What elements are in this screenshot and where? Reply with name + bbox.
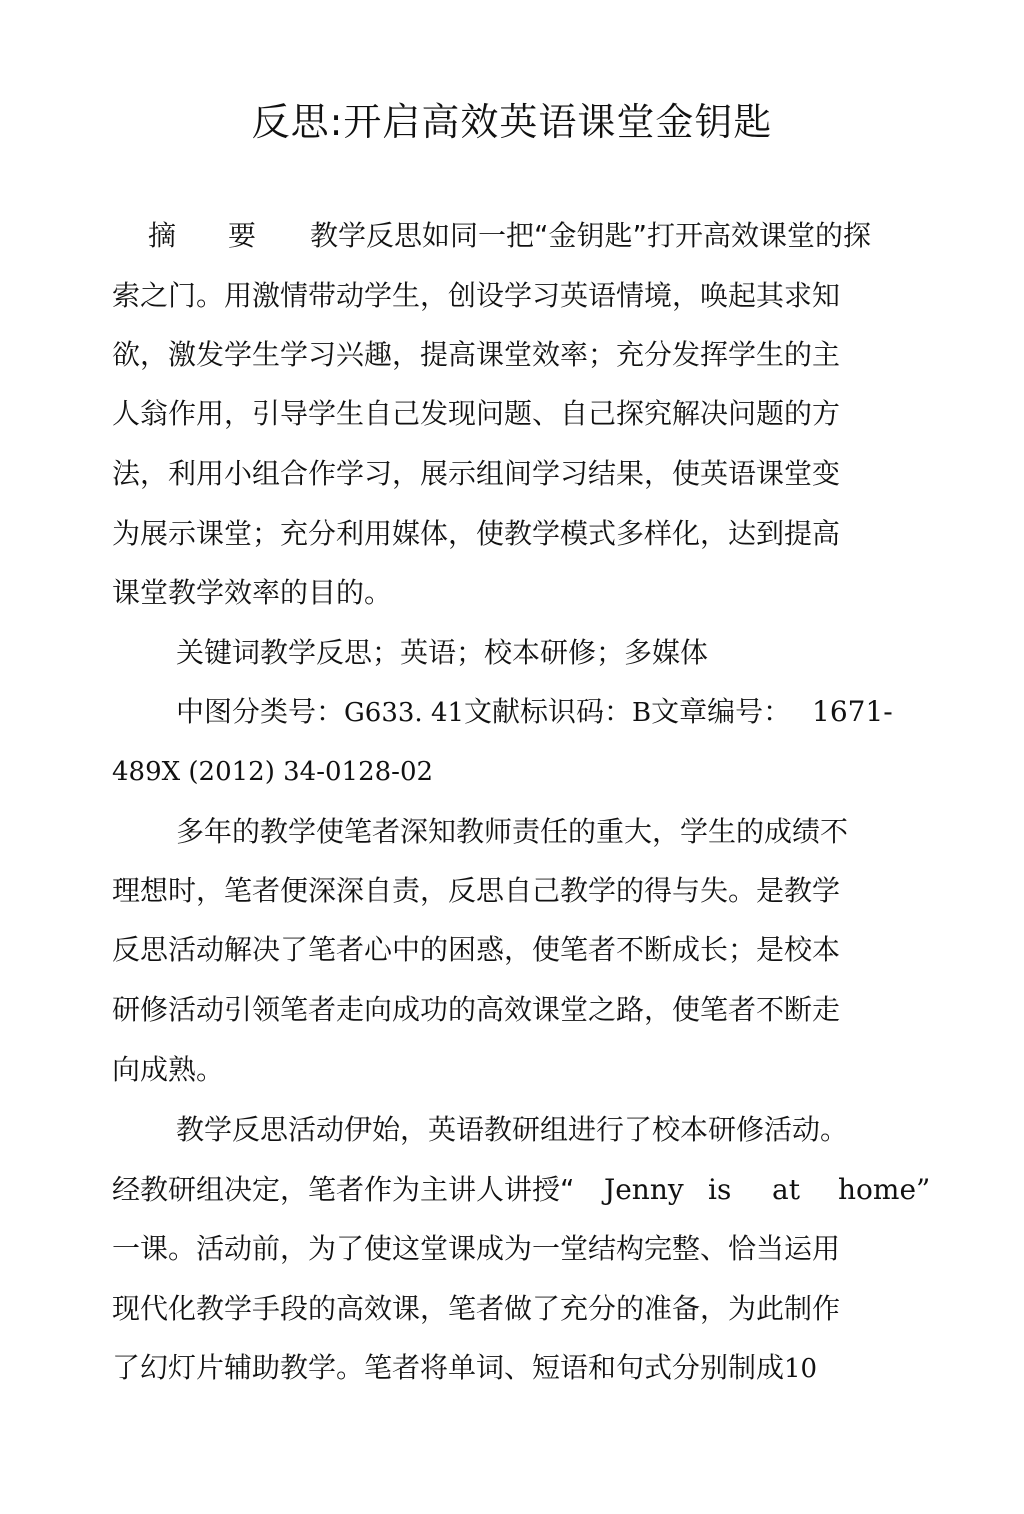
- abstract-line: 欲，激发学生学习兴趣，提高课堂效率；充分发挥学生的主: [112, 338, 841, 371]
- abstract-label-1: 摘: [148, 219, 177, 252]
- clc-label: 中图分类号：: [176, 695, 345, 728]
- paragraph-2-text: 了幻灯片辅助教学。笔者将单词、短语和句式分别制成: [112, 1351, 785, 1384]
- paragraph-1-line: 多年的教学使笔者深知教师责任的重大，学生的成绩不: [176, 815, 849, 848]
- clc-value: G633. 41: [344, 698, 465, 728]
- document-title: 反思:开启高效英语课堂金钥匙: [251, 100, 773, 144]
- paragraph-1-line: 反思活动解决了笔者心中的困惑，使笔者不断成长；是校本: [112, 933, 841, 966]
- doc-code-label: 文献标识码：: [464, 695, 633, 728]
- abstract-line: 课堂教学效率的目的。: [112, 576, 393, 609]
- abstract-line: 教学反思如同一把“金钥匙”打开高效课堂的探: [310, 219, 872, 252]
- article-no-value-2: 489X (2012) 34-0128-02: [112, 757, 434, 787]
- paragraph-2-line: [112, 1348, 817, 1389]
- article-no-label: 文章编号：: [651, 695, 792, 728]
- paragraph-1-line: 研修活动引领笔者走向成功的高效课堂之路，使笔者不断走: [112, 993, 841, 1026]
- paragraph-2-line: 教学反思活动伊始，英语教研组进行了校本研修活动。: [176, 1113, 849, 1146]
- english-word: home”: [838, 1173, 931, 1206]
- abstract-line: 索之门。用激情带动学生，创设学习英语情境，唤起其求知: [112, 279, 841, 312]
- english-word: is: [708, 1173, 732, 1206]
- paragraph-1-line: 理想时，笔者便深深自责，反思自己教学的得与失。是教学: [112, 874, 841, 907]
- abstract-line: 为展示课堂；充分利用媒体，使教学模式多样化，达到提高: [112, 517, 841, 550]
- doc-code-value: B: [632, 698, 652, 728]
- english-word: at: [772, 1173, 800, 1206]
- keywords: 关键词教学反思；英语；校本研修；多媒体: [176, 636, 709, 669]
- paragraph-1-line: 向成熟。: [112, 1053, 225, 1086]
- paragraph-2-line: 现代化教学手段的高效课，笔者做了充分的准备，为此制作: [112, 1292, 841, 1325]
- classification-line: [176, 692, 791, 733]
- paragraph-2-line: 一课。活动前，为了使这堂课成为一堂结构完整、恰当运用: [112, 1232, 841, 1265]
- paragraph-2-line: 经教研组决定，笔者作为主讲人讲授“: [112, 1173, 575, 1206]
- article-no-value-1: 1671-: [812, 695, 893, 728]
- abstract-line: 人翁作用，引导学生自己发现问题、自己探究解决问题的方: [112, 397, 841, 430]
- abstract-line: 法，利用小组合作学习，展示组间学习结果，使英语课堂变: [112, 457, 841, 490]
- abstract-label-2: 要: [228, 219, 257, 252]
- english-word: Jenny: [604, 1173, 684, 1206]
- number-value: 10: [784, 1354, 818, 1384]
